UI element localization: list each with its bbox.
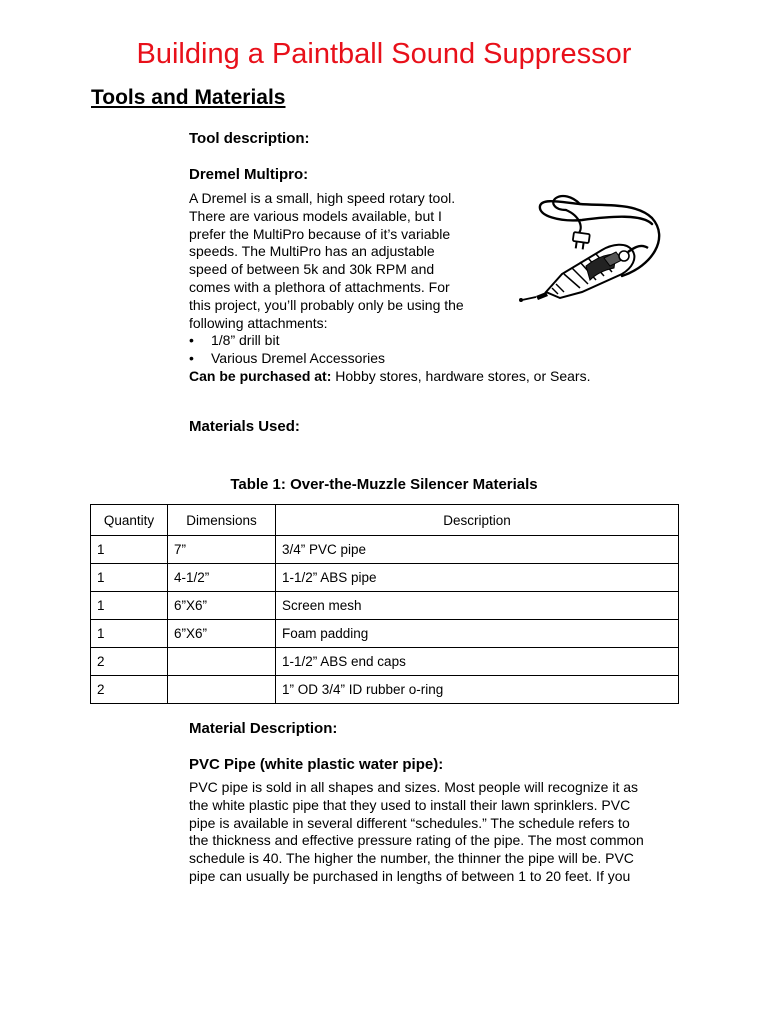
cell-description: Foam padding	[276, 620, 679, 648]
table-row	[91, 648, 679, 676]
column-header-description: Description	[276, 505, 679, 536]
table-row	[91, 536, 679, 564]
text-line: speeds. The MultiPro has an adjustable	[189, 243, 435, 260]
text-line: There are various models available, but I	[189, 207, 442, 224]
cell-dimensions	[168, 676, 276, 704]
table-row	[91, 592, 679, 620]
text-line: the thickness and effective pressure rating of the pipe. The most common	[189, 832, 644, 849]
section-title: Tools and Materials	[91, 86, 286, 109]
text-line: comes with a plethora of attachments. For	[189, 278, 450, 295]
dremel-rotary-tool-icon	[502, 188, 672, 306]
cell-quantity: 1	[91, 564, 168, 592]
pvc-pipe-heading: PVC Pipe (white plastic water pipe):	[189, 756, 444, 773]
bullet-text: 1/8” drill bit	[211, 332, 280, 349]
cell-description: 1-1/2” ABS end caps	[276, 648, 679, 676]
bullet-item	[189, 350, 590, 368]
cell-quantity: 1	[91, 536, 168, 564]
purchase-line	[189, 368, 590, 386]
cell-description: 1-1/2” ABS pipe	[276, 564, 679, 592]
cell-dimensions: 6”X6”	[168, 592, 276, 620]
purchase-label: Can be purchased at:	[189, 367, 332, 384]
text-line: speed of between 5k and 30k RPM and	[189, 261, 435, 278]
bullet-text: Various Dremel Accessories	[211, 350, 386, 367]
cell-description: 3/4” PVC pipe	[276, 536, 679, 564]
cell-quantity: 2	[91, 676, 168, 704]
material-description-heading: Material Description:	[189, 720, 338, 737]
cell-quantity: 1	[91, 592, 168, 620]
text-line: pipe can usually be purchased in lengths of between 1 to 20 feet. If you	[189, 867, 631, 884]
cell-quantity: 1	[91, 620, 168, 648]
table-row	[91, 620, 679, 648]
text-line: the white plastic pipe that they used to install their lawn sprinklers. PVC	[189, 796, 631, 813]
text-line: schedule is 40. The higher the number, the thinner the pipe will be. PVC	[189, 850, 634, 867]
text-line: A Dremel is a small, high speed rotary tool.	[189, 190, 456, 206]
cell-dimensions	[168, 648, 276, 676]
text-line: pipe is available in several different “schedules.” The schedule refers to	[189, 814, 630, 831]
column-header-quantity: Quantity	[91, 505, 168, 536]
tool-name-heading: Dremel Multipro:	[189, 166, 309, 183]
column-header-dimensions: Dimensions	[168, 505, 276, 536]
table-row	[91, 676, 679, 704]
materials-table	[90, 504, 679, 704]
bullet-glyph: •	[189, 350, 194, 367]
cell-dimensions: 4-1/2”	[168, 564, 276, 592]
text-line: following attachments:	[189, 314, 328, 331]
bullet-glyph: •	[189, 332, 194, 349]
table-caption: Table 1: Over-the-Muzzle Silencer Materials	[230, 476, 538, 493]
cell-dimensions: 6”X6”	[168, 620, 276, 648]
materials-used-heading: Materials Used:	[189, 418, 300, 435]
purchase-text: Hobby stores, hardware stores, or Sears.	[331, 367, 591, 384]
cell-dimensions: 7”	[168, 536, 276, 564]
pvc-pipe-text	[189, 779, 644, 886]
text-line: prefer the MultiPro because of it’s variable	[189, 225, 451, 242]
bullet-item	[189, 332, 590, 350]
table-row	[91, 564, 679, 592]
cell-quantity: 2	[91, 648, 168, 676]
page-title: Building a Paintball Sound Suppressor	[136, 38, 632, 70]
table-header-row	[91, 505, 679, 536]
text-line: this project, you’ll probably only be using the	[189, 296, 464, 313]
tool-description-heading: Tool description:	[189, 130, 310, 147]
text-line: PVC pipe is sold in all shapes and sizes. Most people will recognize it as	[189, 779, 639, 795]
cell-description: Screen mesh	[276, 592, 679, 620]
cell-description: 1” OD 3/4” ID rubber o-ring	[276, 676, 679, 704]
